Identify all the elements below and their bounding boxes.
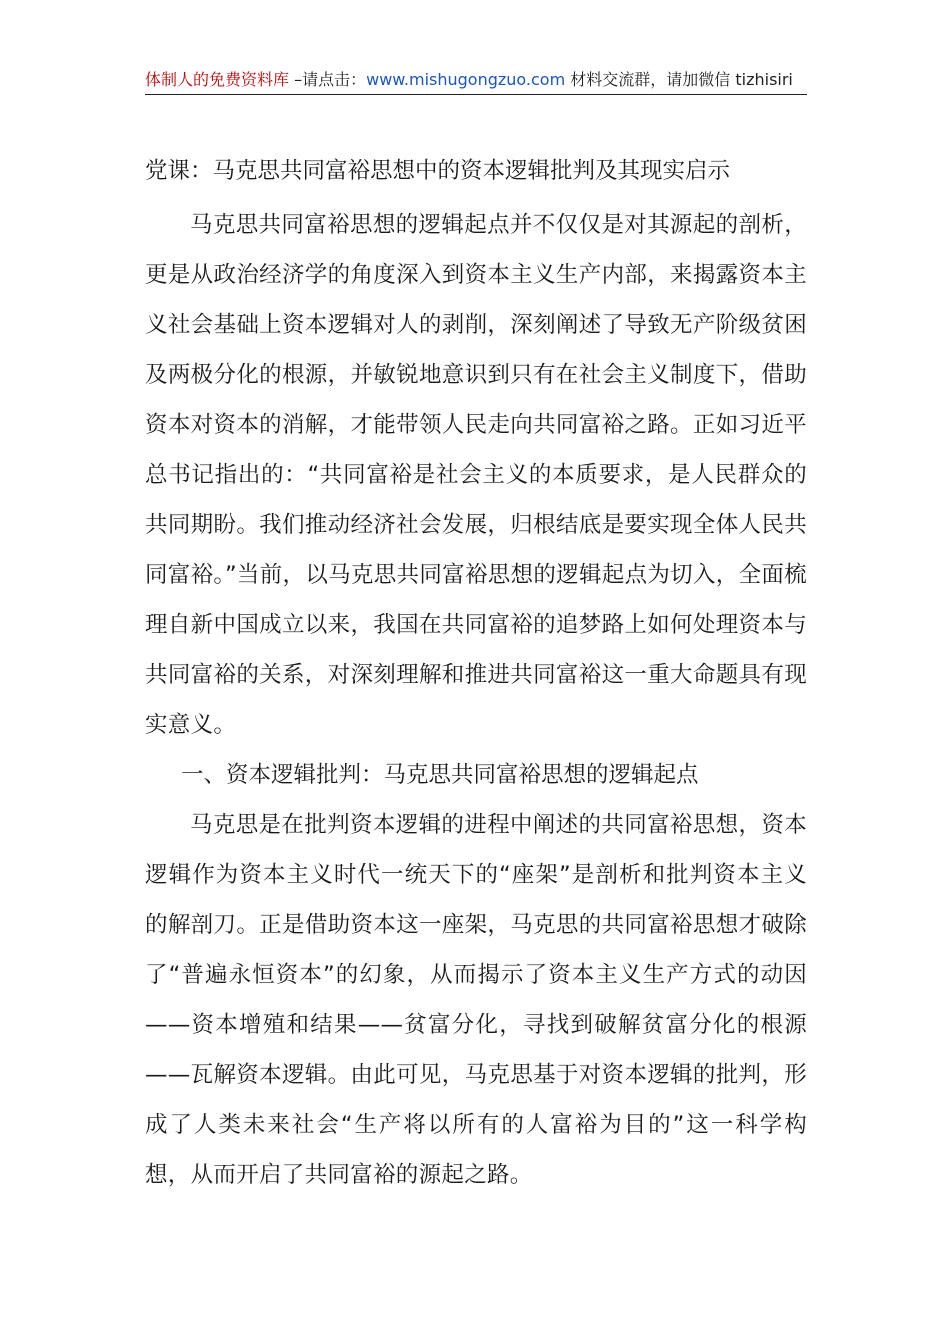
header-brand: 体制人的免费资料库: [145, 70, 290, 89]
page-header: [145, 66, 807, 95]
paragraph-section-1: 马克思是在批判资本逻辑的进程中阐述的共同富裕思想，资本逻辑作为资本主义时代一统天下的“座架”是剖析和批判资本主义的解剖刀。正是借助资本这一座架，马克思的共同富裕思想才破除了“普遍永恒资本”的幻象，从而揭示了资本主义生产方式的动因——资本增殖和结果——贫富分化，寻找到破解贫富分化的根源——瓦解资本逻辑。由此可见，马克思基于对资本逻辑的批判，形成了人类未来社会“生产将以所有的人富裕为目的”这一科学构想，从而开启了共同富裕的源起之路。: [145, 812, 807, 1188]
header-click-text: –请点击：: [289, 70, 367, 89]
document-title: 党课：马克思共同富裕思想中的资本逻辑批判及其现实启示: [145, 158, 731, 184]
paragraph-intro: 马克思共同富裕思想的逻辑起点并不仅仅是对其源起的剖析，更是从政治经济学的角度深入到资本主义生产内部，来揭露资本主义社会基础上资本逻辑对人的剥削，深刻阐述了导致无产阶级贫困及两极分化的根源，并敏锐地意识到只有在社会主义制度下，借助资本对资本的消解，才能带领人民走向共同富裕之路。正如习近平总书记指出的：“共同富裕是社会主义的本质要求，是人民群众的共同期盼。我们推动经济社会发展，归根结底是要实现全体人民共同富裕。”当前，以马克思共同富裕思想的逻辑起点为切入，全面梳理自新中国成立以来，我国在共同富裕的追梦路上如何处理资本与共同富裕的关系，对深刻理解和推进共同富裕这一重大命题具有现实意义。: [145, 212, 807, 738]
header-note: 材料交流群，请加微信 tizhisiri: [565, 70, 793, 89]
header-url-link[interactable]: www.mishugongzuo.com: [366, 70, 566, 89]
document-body: [145, 146, 807, 1200]
section-heading-1: 一、资本逻辑批判：马克思共同富裕思想的逻辑起点: [181, 762, 699, 788]
